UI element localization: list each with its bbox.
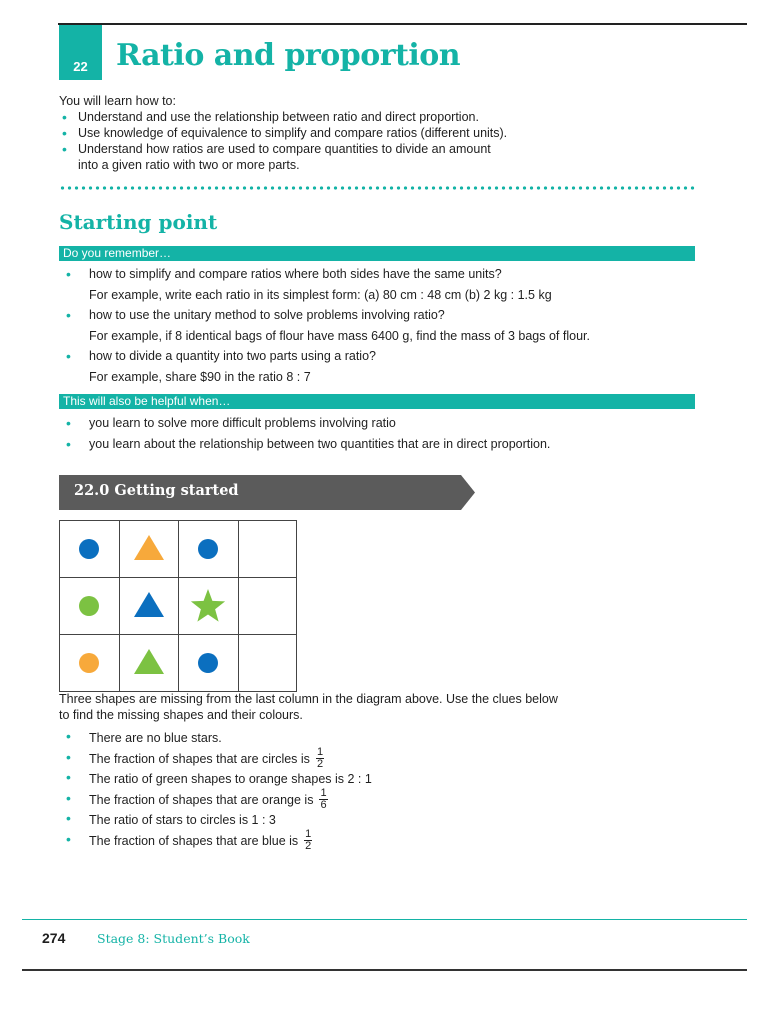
learning-objectives xyxy=(59,93,507,173)
grid-cell xyxy=(238,635,297,692)
clue-text: • The fraction of shapes that are orange is xyxy=(89,792,314,807)
grid-cell xyxy=(179,578,239,635)
fraction-numerator: 1 xyxy=(316,746,324,759)
grid-cell xyxy=(119,578,179,635)
fraction xyxy=(304,829,312,852)
objective-item: • Understand how ratios are used to compare quantities to divide an amount xyxy=(59,141,507,157)
grid-cell xyxy=(238,521,297,578)
grid-cell xyxy=(119,521,179,578)
grid-row xyxy=(60,521,297,578)
grid-cell xyxy=(60,578,120,635)
page-number: 274 xyxy=(42,930,66,946)
list-item: • you learn about the relationship between two quantities that are in direct proportion. xyxy=(59,434,550,455)
clue-text: • The ratio of stars to circles is 1 : 3 xyxy=(89,813,276,828)
clue-text: • There are no blue stars. xyxy=(89,731,222,746)
green-star-icon xyxy=(188,586,228,626)
instructions-paragraph xyxy=(59,692,558,723)
clue-item xyxy=(59,787,372,812)
grid-cell xyxy=(179,521,239,578)
grid-cell xyxy=(238,578,297,635)
instructions-line: to find the missing shapes and their colours. xyxy=(59,707,303,722)
dotted-divider xyxy=(59,186,696,190)
fraction xyxy=(316,747,324,770)
grid-cell xyxy=(119,635,179,692)
fraction-numerator: 1 xyxy=(305,828,312,841)
objective-item: • Understand and use the relationship between ratio and direct proportion. xyxy=(59,109,507,125)
footer-rule xyxy=(22,919,747,920)
green-circle-icon xyxy=(69,586,109,626)
clue-item xyxy=(59,828,372,853)
grid-cell xyxy=(60,635,120,692)
grid-row xyxy=(60,635,297,692)
list-item: • how to divide a quantity into two parts using a ratio? xyxy=(59,346,590,367)
grid-row xyxy=(60,578,297,635)
green-triangle-icon xyxy=(129,643,169,683)
list-item: • how to use the unitary method to solve problems involving ratio? xyxy=(59,305,590,326)
objective-item: • Use knowledge of equivalence to simplify and compare ratios (different units). xyxy=(59,125,507,141)
example-item: For example, share $90 in the ratio 8 : 7 xyxy=(89,369,311,384)
fraction xyxy=(319,788,327,811)
list-item: • you learn to solve more difficult problems involving ratio xyxy=(59,413,550,434)
clue-item xyxy=(59,746,372,771)
example-item: For example, if 8 identical bags of flour have mass 6400 g, find the mass of 3 bags of flour. xyxy=(89,328,590,343)
list-item: • how to simplify and compare ratios where both sides have the same units? xyxy=(59,264,590,285)
chapter-number: 22 xyxy=(73,59,88,74)
remember-bar: Do you remember… xyxy=(59,246,695,261)
clue-item xyxy=(59,728,372,749)
helpful-list xyxy=(59,413,550,454)
chapter-number-tab xyxy=(59,25,102,80)
shape-grid xyxy=(59,520,297,692)
fraction-numerator: 1 xyxy=(320,787,327,800)
book-title: Stage 8: Student’s Book xyxy=(97,931,250,946)
clue-text: • The fraction of shapes that are circles is xyxy=(89,751,310,766)
clue-text: • The ratio of green shapes to orange shapes is 2 : 1 xyxy=(89,772,372,787)
remember-list xyxy=(59,264,590,387)
blue-circle-icon xyxy=(188,529,228,569)
starting-point-title: Starting point xyxy=(59,210,218,234)
chapter-title: Ratio and proportion xyxy=(116,38,461,73)
helpful-bar: This will also be helpful when… xyxy=(59,394,695,409)
grid-cell xyxy=(179,635,239,692)
orange-circle-icon xyxy=(69,643,109,683)
instructions-line: Three shapes are missing from the last column in the diagram above. Use the clues below xyxy=(59,692,558,706)
section-title: 22.0 Getting started xyxy=(74,482,239,499)
objectives-lead: You will learn how to: xyxy=(59,94,176,108)
objective-item-continuation: into a given ratio with two or more parts. xyxy=(78,158,300,172)
blue-circle-icon xyxy=(188,643,228,683)
clue-list xyxy=(59,728,372,851)
bottom-rule xyxy=(22,969,747,971)
orange-triangle-icon xyxy=(129,529,169,569)
blue-circle-icon xyxy=(69,529,109,569)
clue-item xyxy=(59,810,372,831)
fraction-denominator: 2 xyxy=(316,758,324,771)
clue-text: • The fraction of shapes that are blue is xyxy=(89,833,299,848)
blue-triangle-icon xyxy=(129,586,169,626)
fraction-denominator: 6 xyxy=(320,799,327,812)
top-rule xyxy=(58,23,747,25)
fraction-denominator: 2 xyxy=(305,840,312,853)
grid-cell xyxy=(60,521,120,578)
example-item: For example, write each ratio in its simplest form: (a) 80 cm : 48 cm (b) 2 kg : 1.5 kg xyxy=(89,287,552,302)
